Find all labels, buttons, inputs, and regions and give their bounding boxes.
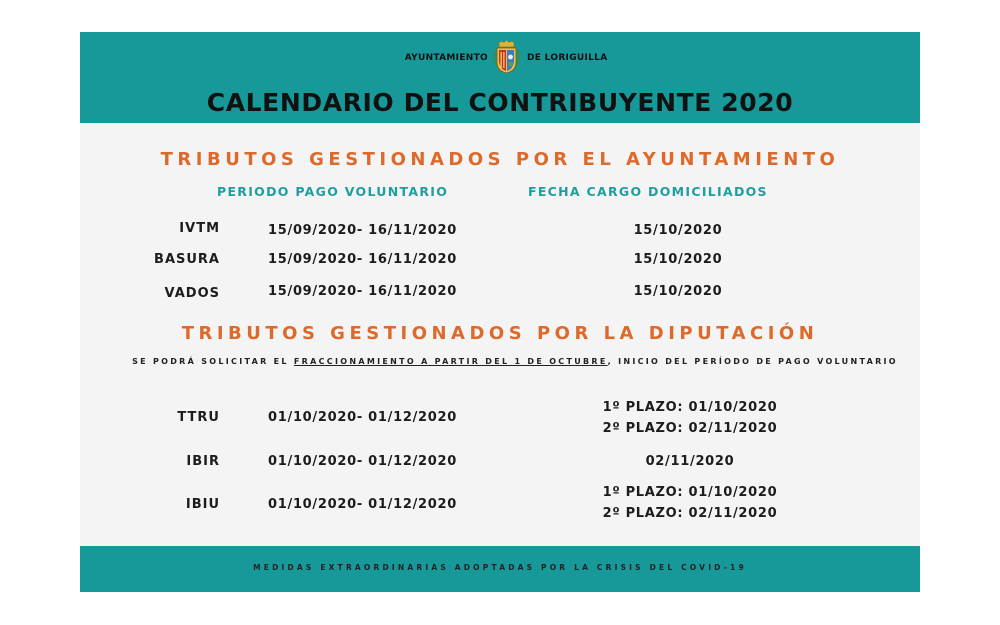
installment-note: [130, 355, 900, 368]
section-title-ayuntamiento: TRIBUTOS GESTIONADOS POR EL AYUNTAMIENTO: [160, 149, 840, 170]
charge-date-value: 15/10/2020: [633, 252, 723, 267]
section-title-diputacion: TRIBUTOS GESTIONADOS POR LA DIPUTACIÓN: [181, 323, 819, 344]
charge-date-value: 15/10/2020: [633, 284, 723, 299]
period-value: 15/09/2020- 16/11/2020: [268, 284, 458, 299]
installment-date-2: 2º PLAZO: 02/11/2020: [602, 421, 778, 436]
note-text-after: , INICIO DEL PERÍODO DE PAGO VOLUNTARIO: [607, 357, 898, 366]
tax-label: VADOS: [164, 286, 220, 301]
tax-label: IBIR: [186, 454, 220, 469]
header-band: [80, 32, 920, 123]
period-value: 15/09/2020- 16/11/2020: [268, 223, 458, 238]
calendar-poster: [80, 32, 920, 592]
note-text-before: SE PODRÁ SOLICITAR EL: [132, 357, 294, 366]
period-value: 01/10/2020- 01/12/2020: [268, 497, 458, 512]
period-value: 01/10/2020- 01/12/2020: [268, 454, 458, 469]
charge-date-value: 15/10/2020: [633, 223, 723, 238]
installment-date-2: 2º PLAZO: 02/11/2020: [602, 506, 778, 521]
page-title: CALENDARIO DEL CONTRIBUYENTE 2020: [206, 88, 794, 117]
period-value: 01/10/2020- 01/12/2020: [268, 410, 458, 425]
tax-label: IBIU: [185, 497, 220, 512]
installment-date-1: 1º PLAZO: 01/10/2020: [602, 400, 778, 415]
column-header-charge-date: FECHA CARGO DOMICILIADOS: [528, 184, 768, 199]
tax-label: IVTM: [179, 221, 220, 236]
period-value: 15/09/2020- 16/11/2020: [268, 252, 458, 267]
tax-label: TTRU: [177, 410, 220, 425]
footer-text: MEDIDAS EXTRAORDINARIAS ADOPTADAS POR LA CRISIS DEL COVID-19: [253, 563, 747, 572]
org-name-left: AYUNTAMIENTO: [404, 53, 488, 63]
column-header-period: PERIODO PAGO VOLUNTARIO: [217, 184, 449, 199]
note-text-underlined: FRACCIONAMIENTO A PARTIR DEL 1 DE OCTUBRE: [293, 357, 608, 366]
org-name-right: DE LORIGUILLA: [527, 53, 608, 63]
tax-label: BASURA: [154, 252, 220, 267]
municipal-coat-of-arms-icon: [493, 40, 520, 74]
charge-date-value: 02/11/2020: [645, 454, 735, 469]
installment-date-1: 1º PLAZO: 01/10/2020: [602, 485, 778, 500]
